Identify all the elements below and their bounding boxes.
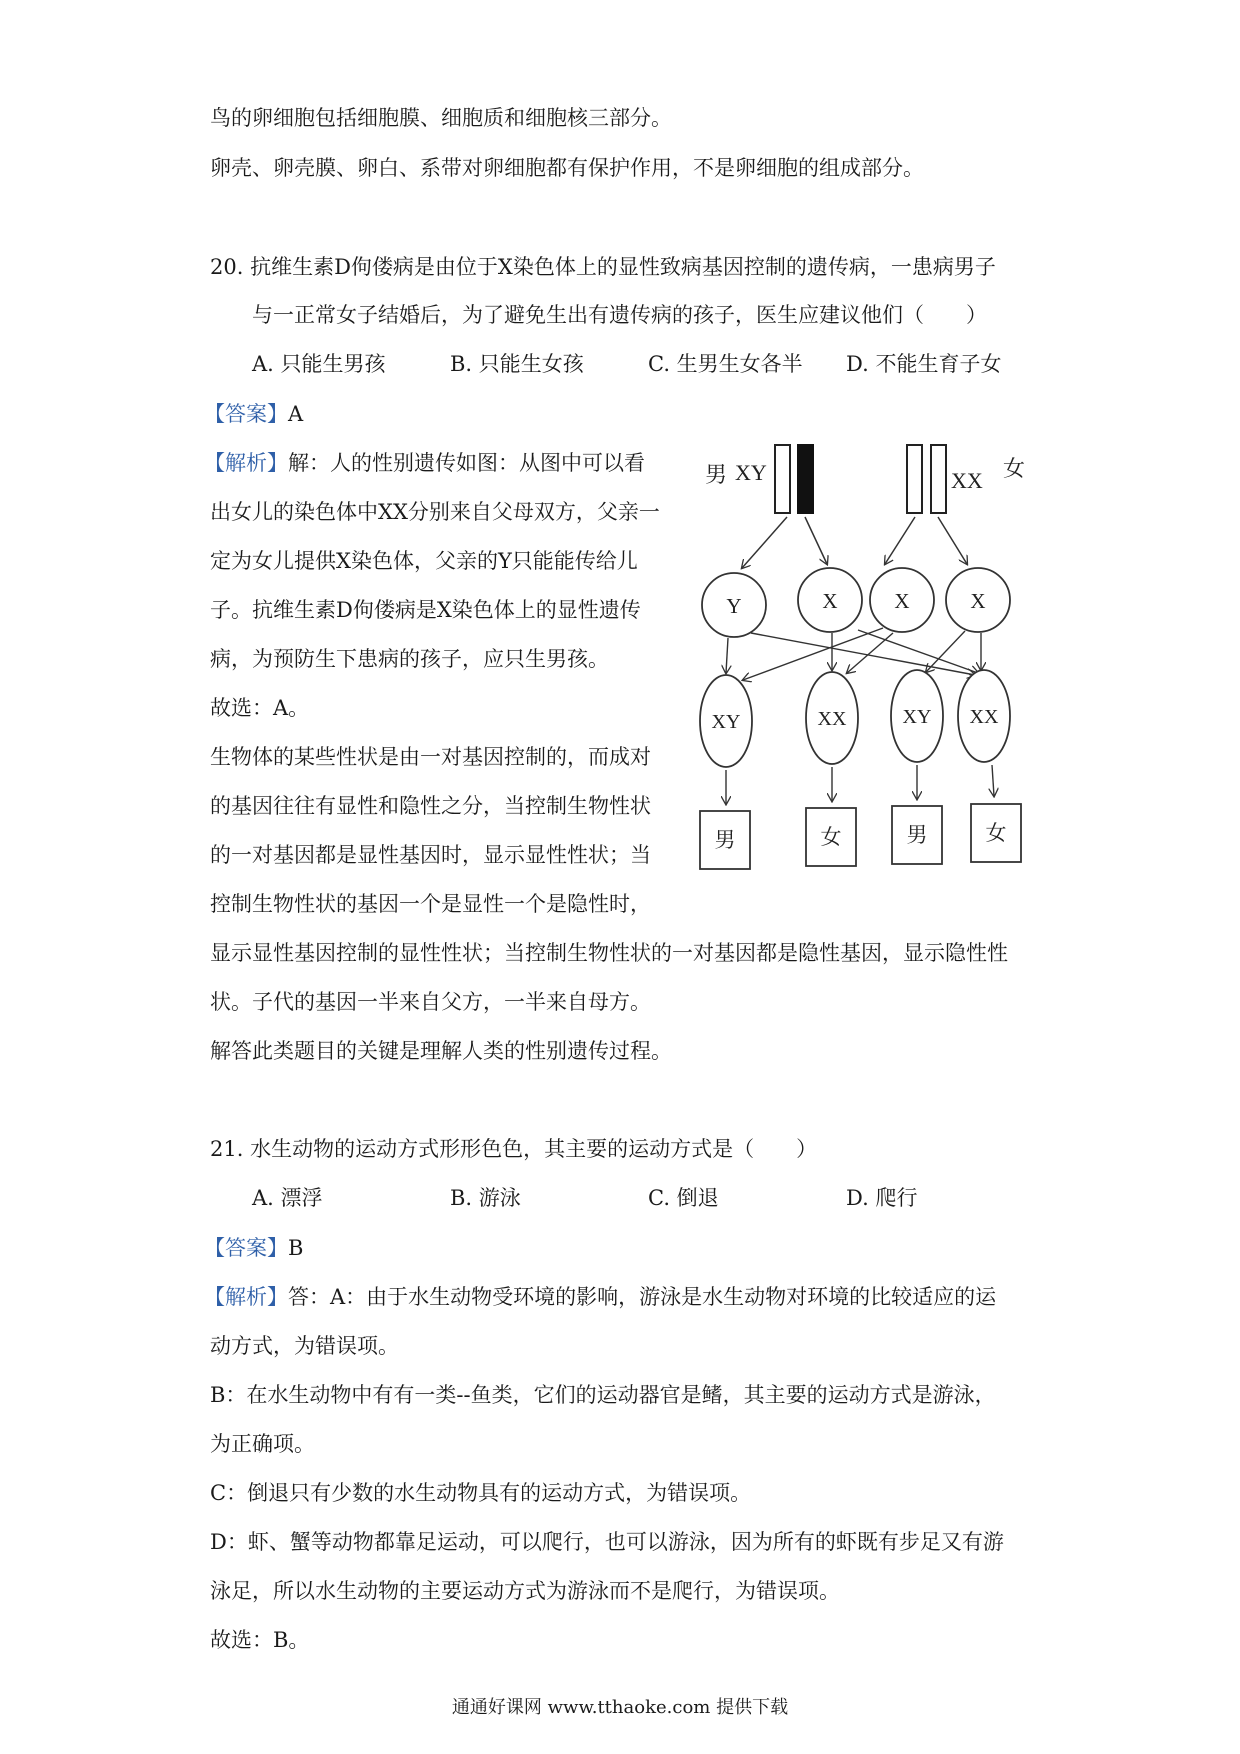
q20-analysis-line-6: 故选：A。 <box>210 696 310 720</box>
svg-text:女: 女 <box>985 821 1007 845</box>
answer-value: B <box>288 1236 304 1260</box>
q21-stem: 21. 水生动物的运动方式形形色色，其主要的运动方式是（ ） <box>210 1137 818 1161</box>
q20-option-b: B. 只能生女孩 <box>450 352 584 376</box>
q20-analysis-line-11: 显示显性基因控制的显性性状；当控制生物性状的一对基因都是隐性基因，显示隐性性 <box>210 941 1008 965</box>
sex-inheritance-diagram <box>695 440 1045 900</box>
q21-analysis-line-6: D：虾、蟹等动物都靠足运动，可以爬行，也可以游泳，因为所有的虾既有步足又有游 <box>210 1530 1004 1554</box>
analysis-tag: 【解析】 <box>204 1285 288 1309</box>
svg-text:Y: Y <box>726 594 742 618</box>
q21-option-b: B. 游泳 <box>450 1186 521 1210</box>
female-x-chromosome-2 <box>931 445 946 513</box>
q20-analysis-line-8: 的基因往往有显性和隐性之分，当控制生物性状 <box>210 794 651 818</box>
svg-text:X: X <box>822 589 838 613</box>
q20-answer <box>204 399 303 429</box>
q20-stem-line-1: 20. 抗维生素D佝偻病是由位于X染色体上的显性致病基因控制的遗传病，一患病男子 <box>210 255 996 279</box>
q20-option-a: A. 只能生男孩 <box>252 352 386 376</box>
q21-analysis-line-7: 泳足，所以水生动物的主要运动方式为游泳而不是爬行，为错误项。 <box>210 1579 840 1603</box>
q21-option-d: D. 爬行 <box>846 1186 918 1210</box>
q20-analysis-line-2: 出女儿的染色体中XX分别来自父母双方，父亲一 <box>210 500 660 524</box>
female-genotype: XX <box>951 468 983 493</box>
q20-analysis-line-10: 控制生物性状的基因一个是显性一个是隐性时， <box>210 892 651 916</box>
q21-analysis-line-4: 为正确项。 <box>210 1432 315 1456</box>
q21-analysis-line-3: B：在水生动物中有有一类--鱼类，它们的运动器官是鳍，其主要的运动方式是游泳， <box>210 1383 996 1407</box>
q21-analysis-line-5: C：倒退只有少数的水生动物具有的运动方式，为错误项。 <box>210 1481 752 1505</box>
answer-tag: 【答案】 <box>204 1236 288 1260</box>
q20-analysis-line-12: 状。子代的基因一半来自父方，一半来自母方。 <box>210 990 651 1014</box>
page-footer: 通通好课网 www.tthaoke.com 提供下载 <box>451 1697 789 1718</box>
q21-option-a: A. 漂浮 <box>252 1186 323 1210</box>
q21-option-c: C. 倒退 <box>648 1186 719 1210</box>
female-parent-label: 女 <box>1003 456 1026 481</box>
q21-answer <box>204 1233 303 1263</box>
svg-text:XY: XY <box>902 706 932 728</box>
male-genotype: XY <box>735 460 767 485</box>
q21-analysis-line-2: 动方式，为错误项。 <box>210 1334 399 1358</box>
answer-value: A <box>288 402 304 426</box>
q21-analysis-line-1: 【解析】答：A：由于水生动物受环境的影响，游泳是水生动物对环境的比较适应的运 <box>204 1285 997 1309</box>
male-x-chromosome <box>775 445 790 513</box>
q20-option-d: D. 不能生育子女 <box>846 352 1002 376</box>
svg-text:XX: XX <box>817 708 847 730</box>
svg-text:女: 女 <box>820 825 842 849</box>
svg-text:XY: XY <box>711 711 741 733</box>
male-y-chromosome <box>798 445 813 513</box>
q20-analysis-line-13: 解答此类题目的关键是理解人类的性别遗传过程。 <box>210 1039 672 1063</box>
intro-line-1: 鸟的卵细胞包括细胞膜、细胞质和细胞核三部分。 <box>210 106 672 130</box>
svg-text:X: X <box>894 589 910 613</box>
svg-text:男: 男 <box>714 828 736 852</box>
female-x-chromosome-1 <box>907 445 922 513</box>
q20-stem-line-2: 与一正常女子结婚后，为了避免生出有遗传病的孩子，医生应建议他们（ ） <box>252 303 987 327</box>
svg-text:男: 男 <box>906 823 928 847</box>
q20-analysis-line-5: 病，为预防生下患病的孩子，应只生男孩。 <box>210 647 609 671</box>
male-parent-label: 男 <box>705 462 728 487</box>
answer-tag: 【答案】 <box>204 402 288 426</box>
svg-text:X: X <box>970 589 986 613</box>
q20-analysis-line-3: 定为女儿提供X染色体，父亲的Y只能能传给儿 <box>210 549 638 573</box>
intro-line-2: 卵壳、卵壳膜、卵白、系带对卵细胞都有保护作用，不是卵细胞的组成部分。 <box>210 156 924 180</box>
q20-analysis-line-7: 生物体的某些性状是由一对基因控制的，而成对 <box>210 745 651 769</box>
q21-analysis-line-8: 故选：B。 <box>210 1628 310 1652</box>
analysis-tag: 【解析】 <box>204 451 288 475</box>
q20-analysis-line-4: 子。抗维生素D佝偻病是X染色体上的显性遗传 <box>210 598 641 622</box>
q20-option-c: C. 生男生女各半 <box>648 352 803 376</box>
q20-analysis-line-9: 的一对基因都是显性基因时，显示显性性状；当 <box>210 843 651 867</box>
svg-text:XX: XX <box>969 706 999 728</box>
q20-analysis-line-1: 【解析】解：人的性别遗传如图：从图中可以看 <box>204 451 645 475</box>
